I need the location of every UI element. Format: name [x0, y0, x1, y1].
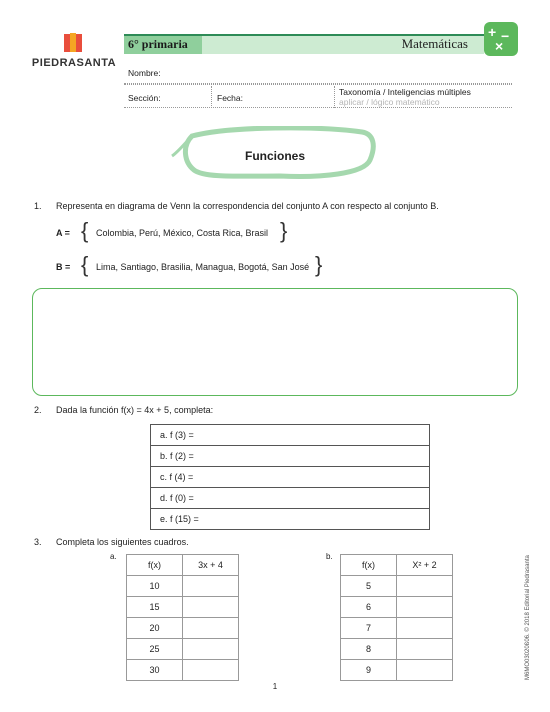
- table-row: [341, 576, 453, 597]
- table-cell: 10: [127, 576, 183, 597]
- table-cell: 30: [127, 660, 183, 681]
- close-brace: }: [315, 252, 323, 277]
- function-table: [150, 424, 430, 530]
- table-row: [127, 618, 239, 639]
- table-row[interactable]: [151, 488, 430, 509]
- table-cell[interactable]: b. f (2) =: [151, 446, 430, 467]
- open-brace: {: [81, 252, 89, 277]
- taxonomy-value: aplicar / lógico matemático: [339, 97, 440, 107]
- table-row: [341, 555, 453, 576]
- page-title: Funciones: [244, 149, 305, 163]
- table-cell[interactable]: d. f (0) =: [151, 488, 430, 509]
- answer-cell[interactable]: [183, 576, 239, 597]
- answer-cell[interactable]: [397, 597, 453, 618]
- table-row: [341, 639, 453, 660]
- taxonomy-label: Taxonomía / Inteligencias múltiples: [339, 87, 471, 97]
- table-cell: 6: [341, 597, 397, 618]
- set-a-values: Colombia, Perú, México, Costa Rica, Brasil: [96, 228, 269, 238]
- subject-label: Matemáticas: [401, 36, 468, 51]
- piedrasanta-logo: [28, 30, 120, 74]
- question-number: 3.: [34, 537, 42, 547]
- answer-cell[interactable]: [397, 576, 453, 597]
- table-row[interactable]: [151, 467, 430, 488]
- table-cell[interactable]: a. f (3) =: [151, 425, 430, 446]
- table-cell: 5: [341, 576, 397, 597]
- table-cell[interactable]: c. f (4) =: [151, 467, 430, 488]
- table-row: [127, 555, 239, 576]
- table-header: 3x + 4: [183, 555, 239, 576]
- set-b-values: Lima, Santiago, Brasilia, Managua, Bogotá, San José: [96, 262, 310, 272]
- question-text: Representa en diagrama de Venn la correspondencia del conjunto A con respecto al conjunto B.: [56, 201, 439, 211]
- table-a-letter: a.: [110, 552, 117, 561]
- question-text: Completa los siguientes cuadros.: [56, 537, 189, 547]
- answer-cell[interactable]: [183, 660, 239, 681]
- table-cell[interactable]: e. f (15) =: [151, 509, 430, 530]
- grade-label: 6° primaria: [128, 37, 188, 51]
- book-logo-icon: [62, 32, 84, 54]
- plus-minus-times-icon: + − ×: [484, 22, 518, 56]
- divider: [334, 86, 335, 108]
- table-cell: 7: [341, 618, 397, 639]
- table-row: [127, 660, 239, 681]
- table-row[interactable]: [151, 425, 430, 446]
- logo-text: PIEDRASANTA: [31, 57, 117, 69]
- open-brace: {: [81, 218, 89, 243]
- divider: [211, 86, 212, 108]
- table-header: X² + 2: [397, 555, 453, 576]
- answer-cell[interactable]: [183, 597, 239, 618]
- table-cell: 15: [127, 597, 183, 618]
- table-cell: 25: [127, 639, 183, 660]
- answer-cell[interactable]: [397, 639, 453, 660]
- question-number: 1.: [34, 201, 42, 211]
- table-row[interactable]: [151, 509, 430, 530]
- table-row: [127, 639, 239, 660]
- table-a: [126, 554, 239, 681]
- close-brace: }: [280, 218, 288, 243]
- question-text: Dada la función f(x) = 4x + 5, completa:: [56, 405, 214, 415]
- nombre-label: Nombre:: [128, 68, 161, 78]
- question-number: 2.: [34, 405, 42, 415]
- table-header: f(x): [341, 555, 397, 576]
- venn-answer-box[interactable]: [32, 288, 518, 396]
- answer-cell[interactable]: [397, 660, 453, 681]
- answer-cell[interactable]: [397, 618, 453, 639]
- set-b-label: B =: [56, 262, 71, 272]
- table-row: [127, 597, 239, 618]
- table-row: [341, 597, 453, 618]
- answer-cell[interactable]: [183, 618, 239, 639]
- table-b: [340, 554, 453, 681]
- side-copyright: M6MO03020ß06. © 2018 Editorial Piedrasanta: [525, 555, 531, 680]
- nombre-row: [124, 62, 512, 84]
- set-a-label: A =: [56, 228, 70, 238]
- seccion-label: Sección:: [128, 93, 161, 103]
- table-header: f(x): [127, 555, 183, 576]
- divider: [124, 84, 512, 85]
- table-cell: 20: [127, 618, 183, 639]
- table-cell: 9: [341, 660, 397, 681]
- answer-cell[interactable]: [183, 639, 239, 660]
- table-cell: 8: [341, 639, 397, 660]
- table-row: [127, 576, 239, 597]
- table-row: [341, 618, 453, 639]
- fecha-label: Fecha:: [217, 93, 243, 103]
- page-number: 1: [272, 682, 278, 691]
- table-b-letter: b.: [326, 552, 333, 561]
- table-row: [341, 660, 453, 681]
- table-row[interactable]: [151, 446, 430, 467]
